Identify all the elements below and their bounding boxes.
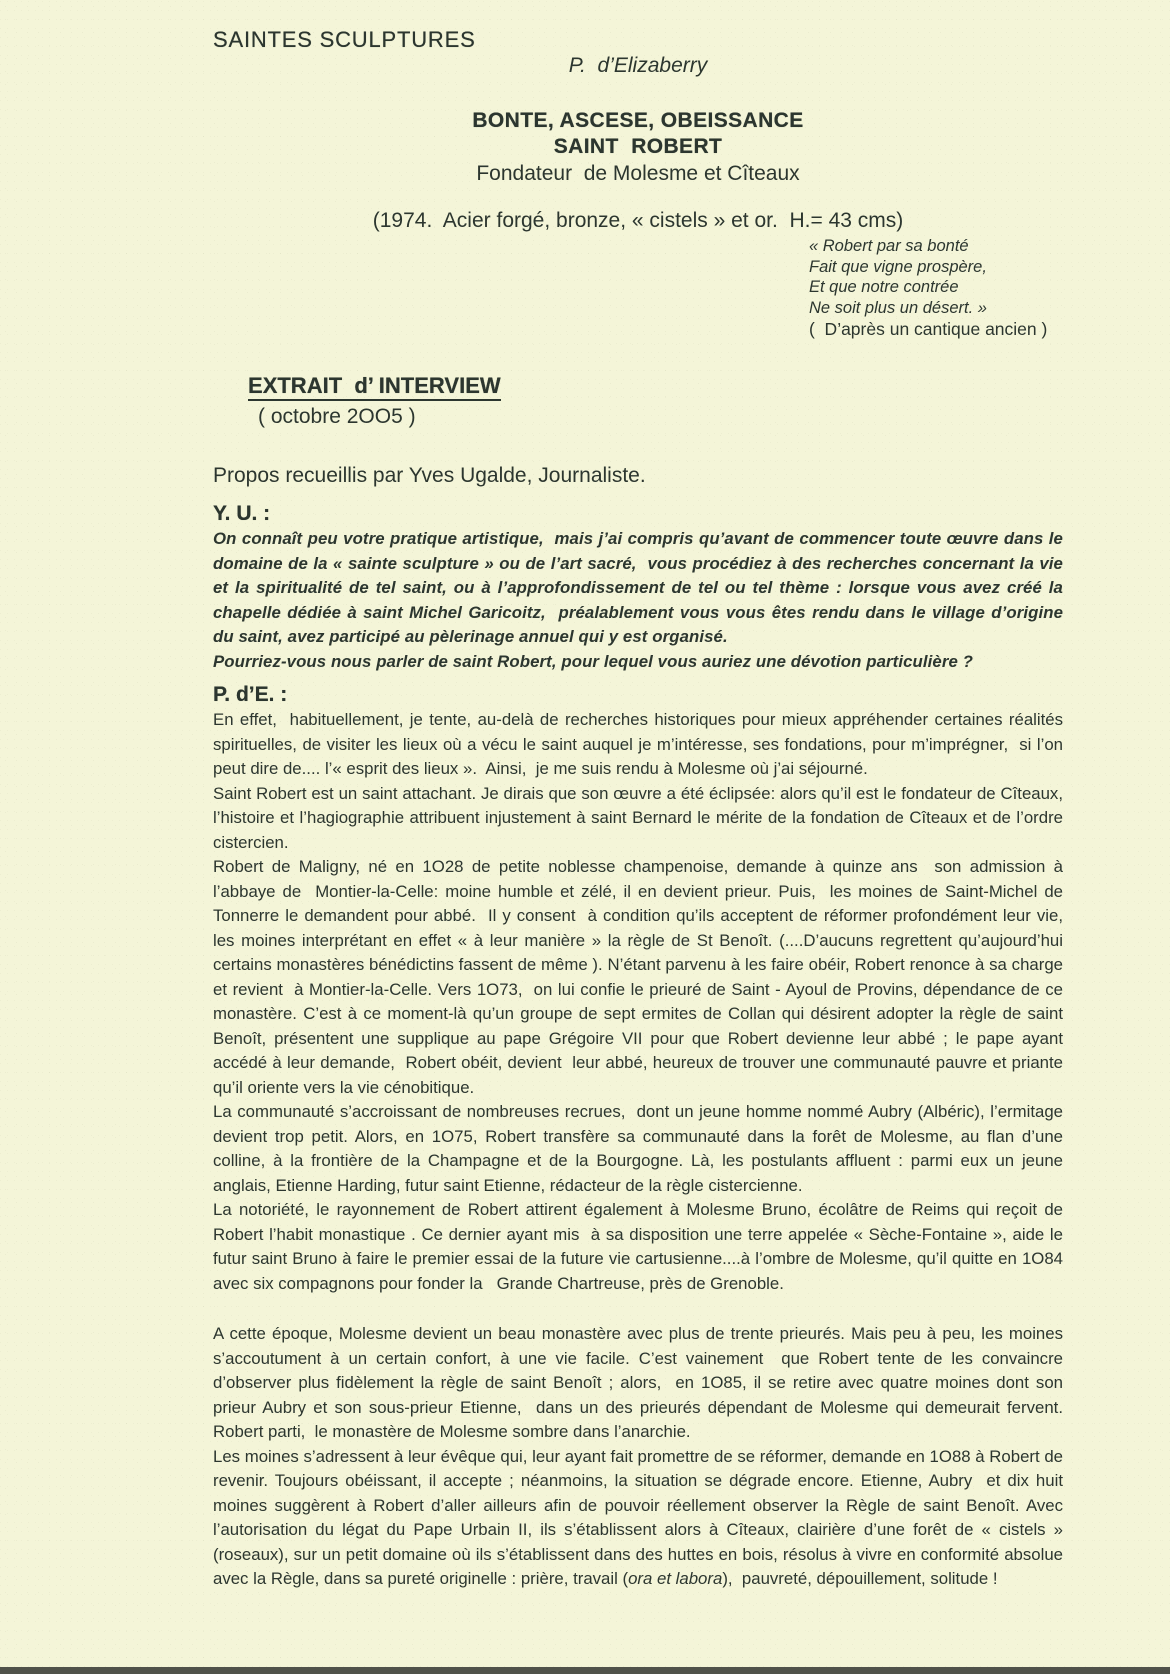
latin-phrase: ora et labora — [628, 1569, 723, 1588]
document-title-line1: BONTE, ASCESE, OBEISSANCE — [472, 109, 804, 132]
question-paragraph: Pourriez-vous nous parler de saint Robert, pour lequel vous auriez une dévotion particulière ? — [213, 651, 974, 671]
speaker-label-interviewer: Y. U. : — [213, 502, 271, 525]
answer-paragraph: La communauté s’accroissant de nombreuses recrues, dont un jeune homme nommé Aubry (Albéric), l’ermitage devient trop petit. Alors, en 1O75, Robert transfère sa communauté dans la forêt de Molesme, au flan d’une colline, à la frontière de la Champagne et de la Bourgogne. Là, les postulants affluent : parmi eux un jeune anglais, Etienne Harding, futur saint Etienne, rédacteur de la règle cistercienne. — [213, 1102, 1068, 1195]
epigraph-line: Fait que vigne prospère, — [809, 257, 987, 276]
document-title-line2: SAINT ROBERT — [553, 135, 723, 158]
interview-heading — [213, 341, 1063, 462]
epigraph-attribution: ( D’après un cantique ancien ) — [809, 319, 1048, 339]
answer-paragraph: Robert de Maligny, né en 1O28 de petite noblesse champenoise, demande à quinze ans son admission à l’abbaye de Montier-la-Celle: moine humble et zélé, il en devient prieur. Puis, les moines de Saint-Michel de Tonnerre le demandent pour abbé. Il y consent à condition qu’ils acceptent de réformer profondément leur vie, les moines interprétant en effet « à leur manière » la règle de St Benoît. (....D’aucuns regrettent qu’aujourd’hui certains monastères bénédictins fassent de même ). N’étant parvenu à les faire obéir, Robert renonce à sa charge et revient à Montier-la-Celle. Vers 1O73, on lui confie le prieuré de Saint - Ayoul de Provins, dépendance de ce monastère. C’est à ce moment-là qu’un groupe de sept ermites de Collan qui désirent adopter la règle de saint Benoît, présentent une supplique au pape Grégoire VII pour que Robert devienne leur abbé ; le pape ayant accédé à leur demande, Robert obéit, devient leur abbé, heureux de trouver une communauté pauvre et priante qu’il oriente vers la vie cénobitique. — [213, 857, 1068, 1097]
document-content — [213, 0, 1068, 1592]
answer-paragraph: Saint Robert est un saint attachant. Je dirais que son œuvre a été éclipsée: alors qu’il est le fondateur de Cîteaux, l’histoire et l’hagiographie attribuent injustement à saint Bernard le mérite de la fondation de Cîteaux et de l’ordre cistercien. — [213, 783, 1068, 852]
interview-heading-date: ( octobre 2OO5 ) — [258, 405, 416, 428]
author-name: P. d’Elizaberry — [568, 54, 708, 77]
answer-paragraph: La notoriété, le rayonnement de Robert attirent également à Molesme Bruno, écolâtre de Reims qui reçoit de Robert l’habit monastique . Ce dernier ayant mis à sa disposition une terre appelée « Sèche-Fontaine », aide le futur saint Bruno à faire le premier essai de la future vie cartusienne....à l’ombre de Molesme, qu’il quitte en 1O84 avec six compagnons pour fonder la Grande Chartreuse, près de Grenoble. — [213, 1200, 1068, 1293]
answer-paragraph: En effet, habituellement, je tente, au-delà de recherches historiques pour mieux appréhender certaines réalités spirituelles, de visiter les lieux où a vécu le saint auquel je m’intéresse, ses fondations, pour m’imprégner, si l’on peut dire de.... l’« esprit des lieux ». Ainsi, je me suis rendu à Molesme où j’ai séjourné. — [213, 710, 1068, 778]
closing-text-post: ), pauvreté, dépouillement, solitude ! — [722, 1569, 998, 1588]
epigraph-quote — [809, 236, 1063, 341]
document-subtitle: Fondateur de Molesme et Cîteaux — [476, 162, 800, 185]
speaker-label-artist: P. d’E. : — [213, 683, 288, 706]
series-title: SAINTES SCULPTURES — [213, 27, 476, 52]
interview-byline: Propos recueillis par Yves Ugalde, Journaliste. — [213, 464, 646, 487]
epigraph-line: Ne soit plus un désert. » — [809, 298, 987, 317]
artwork-details: (1974. Acier forgé, bronze, « cistels » et or. H.= 43 cms) — [372, 209, 904, 232]
epigraph-line: Et que notre contrée — [809, 278, 959, 296]
title-block — [213, 108, 1063, 187]
answer-paragraph: A cette époque, Molesme devient un beau monastère avec plus de trente prieurés. Mais peu à peu, les moines s’accoutument à un certain confort, à une vie facile. C’est vainement que Robert tente de les convaincre d’observer plus fidèlement la règle de saint Benoît ; alors, en 1O85, il se retire avec quatre moines dont son prieur Aubry et son sous-prieur Etienne, dans un des prieurés dépendant de Molesme qui demeurait fervent. Robert parti, le monastère de Molesme sombre dans l’anarchie. — [213, 1324, 1068, 1441]
interview-heading-title: EXTRAIT d’ INTERVIEW — [248, 373, 501, 401]
epigraph-line: « Robert par sa bonté — [809, 237, 969, 255]
scanner-edge-artifact — [0, 1667, 1170, 1674]
answer-paragraph-closing — [213, 1445, 1068, 1592]
question-paragraph: On connaît peu votre pratique artistique, mais j’ai compris qu’avant de commencer toute œuvre dans le domaine de la « sainte sculpture » ou de l’art sacré, vous procédiez à des recherches concernant la vie et la spiritualité de tel saint, ou à l’approfondissement de tel ou tel thème : lorsque vous avez créé la chapelle dédiée à saint Michel Garicoitz, préalablement vous vous êtes rendu dans le village d’origine du saint, avez participé au pèlerinage annuel qui y est organisé. — [213, 529, 1068, 646]
closing-text-pre: Les moines s’adressent à leur évêque qui, leur ayant fait promettre de se réformer, demande en 1O88 à Robert de revenir. Toujours obéissant, il accepte ; néanmoins, la situation se dégrade encore. Etienne, Aubry et dix huit moines suggèrent à Robert d’aller ailleurs afin de pouvoir réellement observer la Règle de saint Benoît. Avec l’autorisation du légat du Pape Urbain II, ils s’établissent alors à Cîteaux, clairière d’une forêt de « cistels » (roseaux), sur un petit domaine où ils s’établissent dans des huttes en bois, résolus à vivre en conformité absolue avec la Règle, dans sa pureté originelle : prière, travail ( — [213, 1446, 1068, 1588]
